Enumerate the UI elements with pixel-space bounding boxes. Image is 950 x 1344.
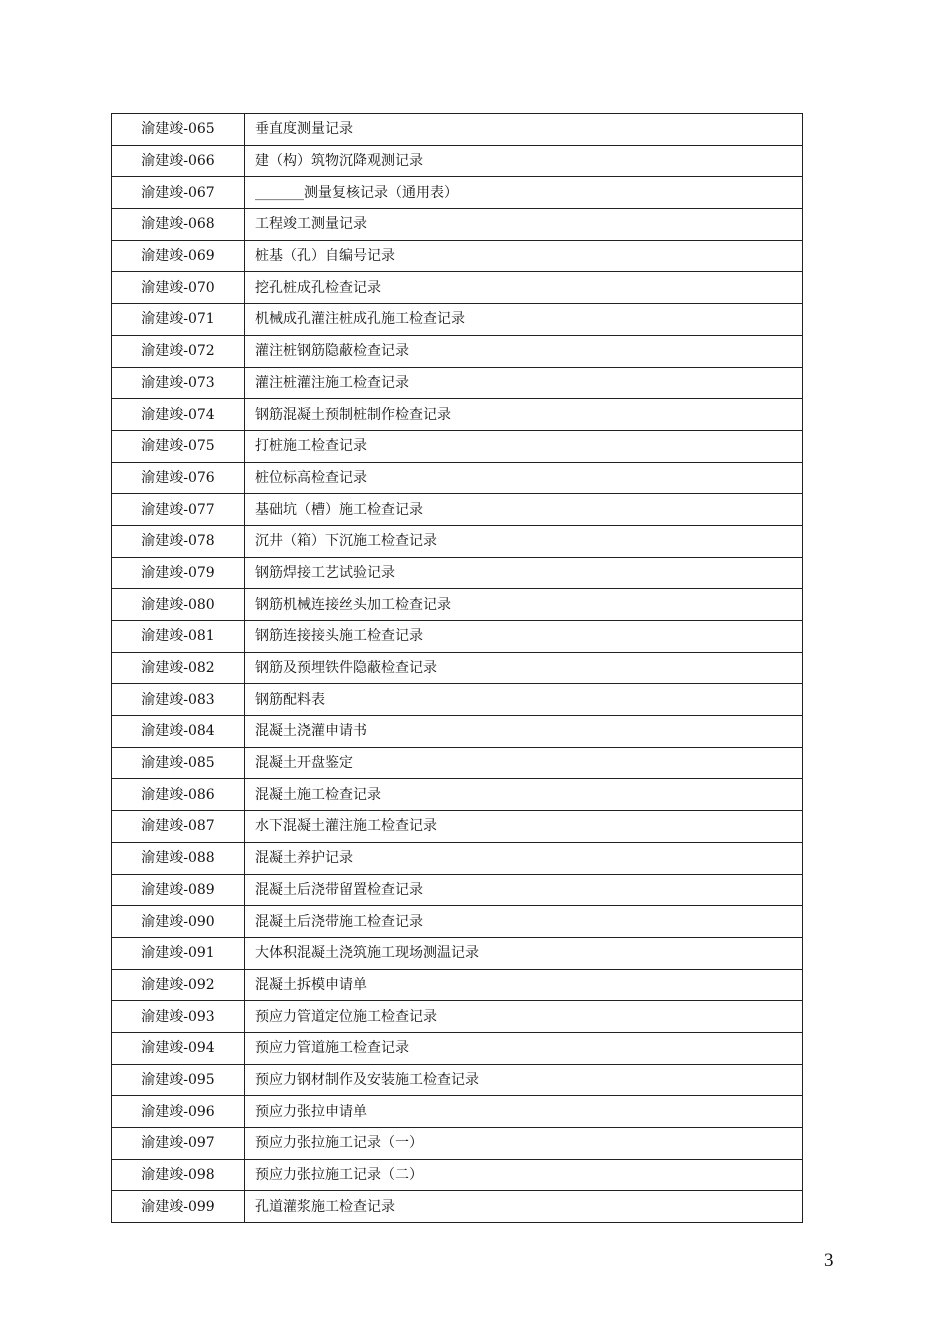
record-index-table bbox=[111, 113, 803, 1223]
table-row bbox=[112, 811, 803, 843]
table-row bbox=[112, 684, 803, 716]
record-title-cell: 预应力张拉施工记录（二） bbox=[245, 1159, 803, 1191]
table-row bbox=[112, 177, 803, 209]
record-title-cell: 钢筋连接接头施工检查记录 bbox=[245, 621, 803, 653]
record-title-cell: 混凝土养护记录 bbox=[245, 842, 803, 874]
record-code-cell: 渝建竣-071 bbox=[112, 304, 245, 336]
table-row bbox=[112, 1159, 803, 1191]
record-title-cell: 混凝土后浇带施工检查记录 bbox=[245, 906, 803, 938]
record-title-cell: 桩基（孔）自编号记录 bbox=[245, 240, 803, 272]
record-code-cell: 渝建竣-093 bbox=[112, 1001, 245, 1033]
record-title-cell: 预应力管道定位施工检查记录 bbox=[245, 1001, 803, 1033]
table-row bbox=[112, 1064, 803, 1096]
table-row bbox=[112, 114, 803, 146]
record-code-cell: 渝建竣-081 bbox=[112, 621, 245, 653]
record-code-cell: 渝建竣-067 bbox=[112, 177, 245, 209]
record-title-cell: 钢筋机械连接丝头加工检查记录 bbox=[245, 589, 803, 621]
table-row bbox=[112, 969, 803, 1001]
record-code-cell: 渝建竣-092 bbox=[112, 969, 245, 1001]
table-row bbox=[112, 209, 803, 241]
record-title-cell: 灌注桩钢筋隐蔽检查记录 bbox=[245, 335, 803, 367]
table-row bbox=[112, 145, 803, 177]
record-title-cell: 沉井（箱）下沉施工检查记录 bbox=[245, 525, 803, 557]
table-row bbox=[112, 937, 803, 969]
table-row bbox=[112, 430, 803, 462]
table-row bbox=[112, 747, 803, 779]
record-title-cell: 工程竣工测量记录 bbox=[245, 209, 803, 241]
record-code-cell: 渝建竣-086 bbox=[112, 779, 245, 811]
record-title-cell: 混凝土拆模申请单 bbox=[245, 969, 803, 1001]
record-code-cell: 渝建竣-098 bbox=[112, 1159, 245, 1191]
record-title-cell: 钢筋配料表 bbox=[245, 684, 803, 716]
record-code-cell: 渝建竣-065 bbox=[112, 114, 245, 146]
record-title-cell: 预应力钢材制作及安装施工检查记录 bbox=[245, 1064, 803, 1096]
record-code-cell: 渝建竣-090 bbox=[112, 906, 245, 938]
record-code-cell: 渝建竣-068 bbox=[112, 209, 245, 241]
record-code-cell: 渝建竣-091 bbox=[112, 937, 245, 969]
record-title-cell: 混凝土开盘鉴定 bbox=[245, 747, 803, 779]
record-title-cell: 桩位标高检查记录 bbox=[245, 462, 803, 494]
table-row bbox=[112, 557, 803, 589]
record-code-cell: 渝建竣-085 bbox=[112, 747, 245, 779]
table-row bbox=[112, 525, 803, 557]
record-title-cell: 混凝土后浇带留置检查记录 bbox=[245, 874, 803, 906]
record-title-cell: 混凝土施工检查记录 bbox=[245, 779, 803, 811]
record-code-cell: 渝建竣-077 bbox=[112, 494, 245, 526]
record-code-cell: 渝建竣-066 bbox=[112, 145, 245, 177]
record-title-cell: 预应力管道施工检查记录 bbox=[245, 1032, 803, 1064]
record-title-cell: 钢筋混凝土预制桩制作检查记录 bbox=[245, 399, 803, 431]
record-code-cell: 渝建竣-094 bbox=[112, 1032, 245, 1064]
record-code-cell: 渝建竣-082 bbox=[112, 652, 245, 684]
record-title-cell: 建（构）筑物沉降观测记录 bbox=[245, 145, 803, 177]
table-row bbox=[112, 304, 803, 336]
record-code-cell: 渝建竣-095 bbox=[112, 1064, 245, 1096]
table-row bbox=[112, 906, 803, 938]
record-code-cell: 渝建竣-078 bbox=[112, 525, 245, 557]
record-title-cell: 打桩施工检查记录 bbox=[245, 430, 803, 462]
record-code-cell: 渝建竣-073 bbox=[112, 367, 245, 399]
table-row bbox=[112, 494, 803, 526]
record-code-cell: 渝建竣-069 bbox=[112, 240, 245, 272]
table-row bbox=[112, 652, 803, 684]
record-code-cell: 渝建竣-080 bbox=[112, 589, 245, 621]
record-title-cell: 钢筋焊接工艺试验记录 bbox=[245, 557, 803, 589]
table-row bbox=[112, 1096, 803, 1128]
record-title-cell: 钢筋及预埋铁件隐蔽检查记录 bbox=[245, 652, 803, 684]
record-code-cell: 渝建竣-079 bbox=[112, 557, 245, 589]
record-title-cell: 挖孔桩成孔检查记录 bbox=[245, 272, 803, 304]
table-row bbox=[112, 621, 803, 653]
record-code-cell: 渝建竣-087 bbox=[112, 811, 245, 843]
table-row bbox=[112, 1001, 803, 1033]
table-row bbox=[112, 240, 803, 272]
table-row bbox=[112, 399, 803, 431]
record-index-body bbox=[112, 114, 803, 1223]
table-row bbox=[112, 1128, 803, 1160]
record-code-cell: 渝建竣-088 bbox=[112, 842, 245, 874]
record-title-cell: 基础坑（槽）施工检查记录 bbox=[245, 494, 803, 526]
record-code-cell: 渝建竣-070 bbox=[112, 272, 245, 304]
record-title-cell: 垂直度测量记录 bbox=[245, 114, 803, 146]
record-title-cell: 大体积混凝土浇筑施工现场测温记录 bbox=[245, 937, 803, 969]
record-title-cell: 孔道灌浆施工检查记录 bbox=[245, 1191, 803, 1223]
table-row bbox=[112, 335, 803, 367]
record-code-cell: 渝建竣-074 bbox=[112, 399, 245, 431]
record-code-cell: 渝建竣-072 bbox=[112, 335, 245, 367]
table-row bbox=[112, 1032, 803, 1064]
table-row bbox=[112, 842, 803, 874]
table-row bbox=[112, 589, 803, 621]
table-row bbox=[112, 1191, 803, 1223]
table-row bbox=[112, 272, 803, 304]
record-title-cell: 预应力张拉施工记录（一） bbox=[245, 1128, 803, 1160]
table-row bbox=[112, 874, 803, 906]
record-code-cell: 渝建竣-084 bbox=[112, 716, 245, 748]
table-row bbox=[112, 367, 803, 399]
record-code-cell: 渝建竣-097 bbox=[112, 1128, 245, 1160]
record-title-cell: 水下混凝土灌注施工检查记录 bbox=[245, 811, 803, 843]
record-code-cell: 渝建竣-096 bbox=[112, 1096, 245, 1128]
page-number: 3 bbox=[824, 1250, 834, 1271]
table-row bbox=[112, 462, 803, 494]
table-row bbox=[112, 779, 803, 811]
record-title-cell: 机械成孔灌注桩成孔施工检查记录 bbox=[245, 304, 803, 336]
record-code-cell: 渝建竣-099 bbox=[112, 1191, 245, 1223]
record-code-cell: 渝建竣-083 bbox=[112, 684, 245, 716]
table-row bbox=[112, 716, 803, 748]
record-title-cell: 预应力张拉申请单 bbox=[245, 1096, 803, 1128]
record-title-cell: 混凝土浇灌申请书 bbox=[245, 716, 803, 748]
record-title-cell: 灌注桩灌注施工检查记录 bbox=[245, 367, 803, 399]
record-title-cell: _______测量复核记录（通用表） bbox=[245, 177, 803, 209]
record-code-cell: 渝建竣-089 bbox=[112, 874, 245, 906]
record-code-cell: 渝建竣-075 bbox=[112, 430, 245, 462]
record-code-cell: 渝建竣-076 bbox=[112, 462, 245, 494]
